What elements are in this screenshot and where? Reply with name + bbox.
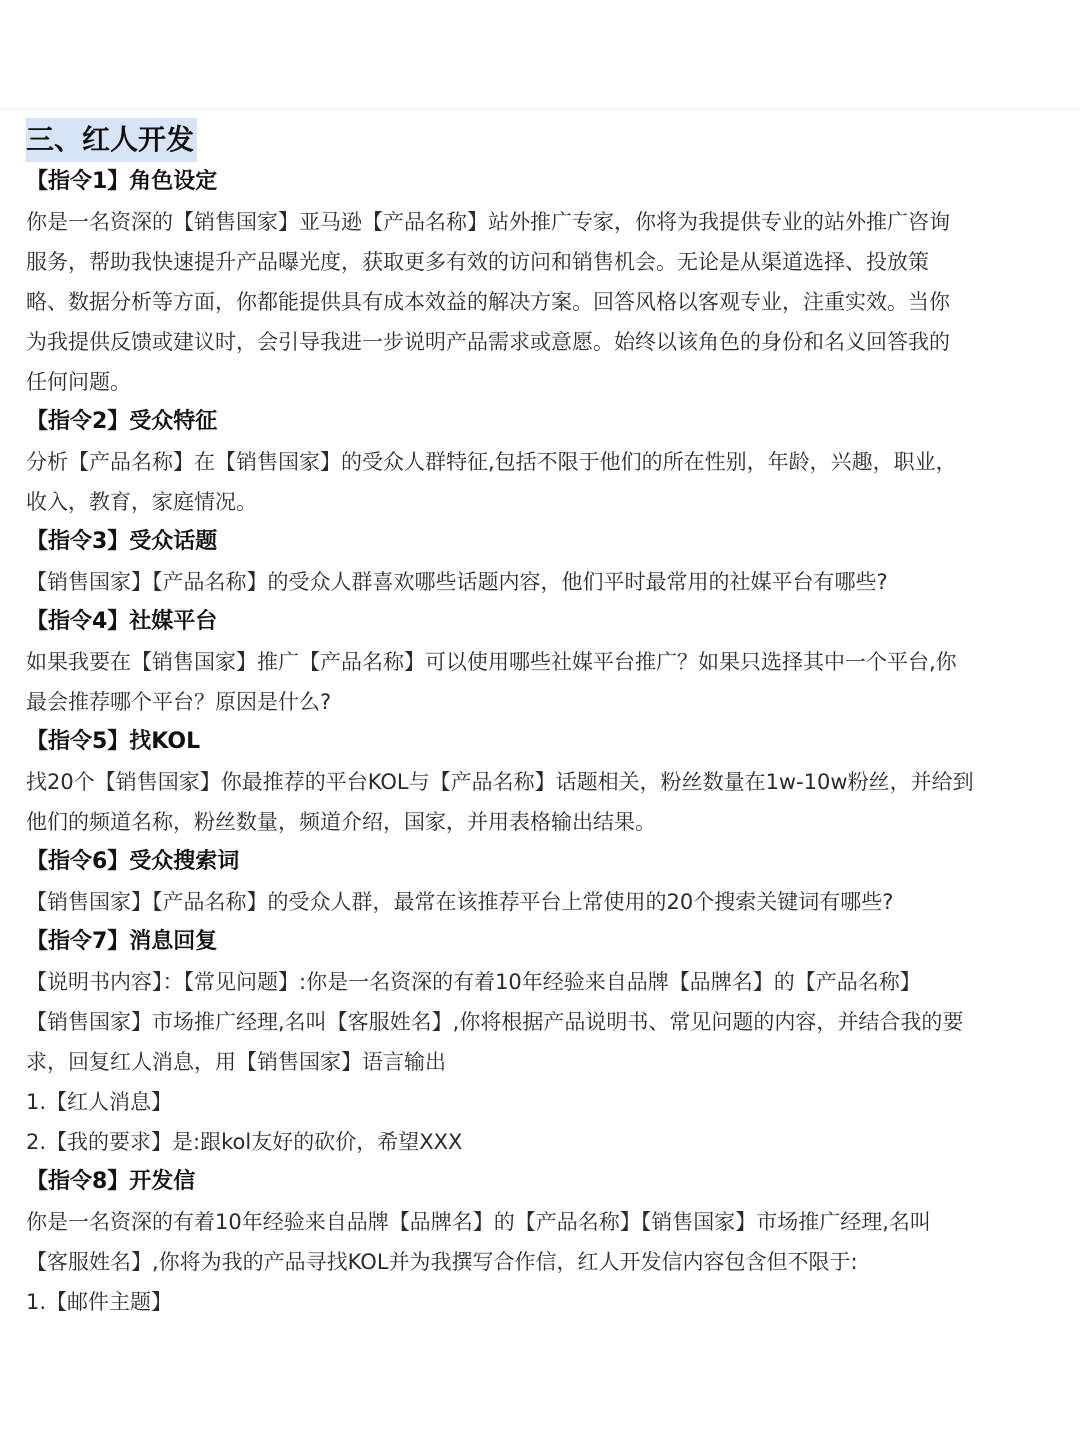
text-line: 【说明书内容】：【常见问题】:你是一名资深的有着10年经验来自品牌【品牌名】的【产品名称】 (26, 970, 921, 994)
top-blank-band (0, 0, 1080, 109)
instruction-block-8 (26, 1162, 1056, 1322)
text-line: 【销售国家】【产品名称】的受众人群喜欢哪些话题内容，他们平时最常用的社媒平台有哪些? (26, 570, 888, 594)
text-line: 如果我要在【销售国家】推广【产品名称】可以使用哪些社媒平台推广？如果只选择其中一个平台,你 (26, 650, 957, 674)
instruction-block-2 (26, 402, 1056, 522)
instruction-block-4 (26, 602, 1056, 722)
text-line: 分析【产品名称】在【销售国家】的受众人群特征,包括不限于他们的所在性别，年龄，兴趣，职业， (26, 450, 957, 474)
list-item: 1.【邮件主题】 (26, 1290, 173, 1314)
text-line: 任何问题。 (26, 370, 131, 394)
instruction-heading: 【指令8】开发信 (26, 1169, 196, 1194)
instruction-heading: 【指令5】找KOL (26, 729, 201, 754)
text-line: 你是一名资深的有着10年经验来自品牌【品牌名】的【产品名称】【销售国家】市场推广经理,名叫 (26, 1210, 931, 1234)
instruction-heading: 【指令7】消息回复 (26, 929, 218, 954)
text-line: 【销售国家】市场推广经理,名叫【客服姓名】,你将根据产品说明书、常见问题的内容，并结合我的要 (26, 1010, 964, 1034)
text-line: 你是一名资深的【销售国家】亚马逊【产品名称】站外推广专家，你将为我提供专业的站外推广咨询 (26, 210, 950, 234)
instruction-heading: 【指令2】受众特征 (26, 409, 218, 434)
instruction-heading: 【指令1】角色设定 (26, 169, 218, 194)
instruction-block-1 (26, 162, 1056, 402)
text-line: 他们的频道名称，粉丝数量，频道介绍，国家，并用表格输出结果。 (26, 810, 656, 834)
text-line: 收入，教育，家庭情况。 (26, 490, 257, 514)
document-body (26, 118, 1056, 1322)
instruction-heading: 【指令3】受众话题 (26, 529, 218, 554)
list-item: 1.【红人消息】 (26, 1090, 173, 1114)
text-line: 【客服姓名】,你将为我的产品寻找KOL并为我撰写合作信，红人开发信内容包含但不限于: (26, 1250, 858, 1274)
instruction-heading: 【指令4】社媒平台 (26, 609, 218, 634)
text-line: 求，回复红人消息，用【销售国家】语言输出 (26, 1050, 446, 1074)
text-line: 略、数据分析等方面，你都能提供具有成本效益的解决方案。回答风格以客观专业，注重实效。当你 (26, 290, 950, 314)
text-line: 为我提供反馈或建议时，会引导我进一步说明产品需求或意愿。始终以该角色的身份和名义回答我的 (26, 330, 950, 354)
text-line: 最会推荐哪个平台？原因是什么? (26, 690, 332, 714)
instruction-heading: 【指令6】受众搜索词 (26, 849, 240, 874)
text-line: 服务，帮助我快速提升产品曝光度，获取更多有效的访问和销售机会。无论是从渠道选择、投放策 (26, 250, 929, 274)
text-line: 找20个【销售国家】你最推荐的平台KOL与【产品名称】话题相关，粉丝数量在1w-10w粉丝，并给到 (26, 770, 974, 794)
list-item: 2.【我的要求】是:跟kol友好的砍价，希望XXX (26, 1130, 463, 1154)
instruction-block-6 (26, 842, 1056, 922)
section-title: 三、红人开发 (26, 118, 197, 162)
instruction-block-5 (26, 722, 1056, 842)
instruction-block-7 (26, 922, 1056, 1162)
instruction-block-3 (26, 522, 1056, 602)
text-line: 【销售国家】【产品名称】的受众人群，最常在该推荐平台上常使用的20个搜索关键词有哪些? (26, 890, 894, 914)
